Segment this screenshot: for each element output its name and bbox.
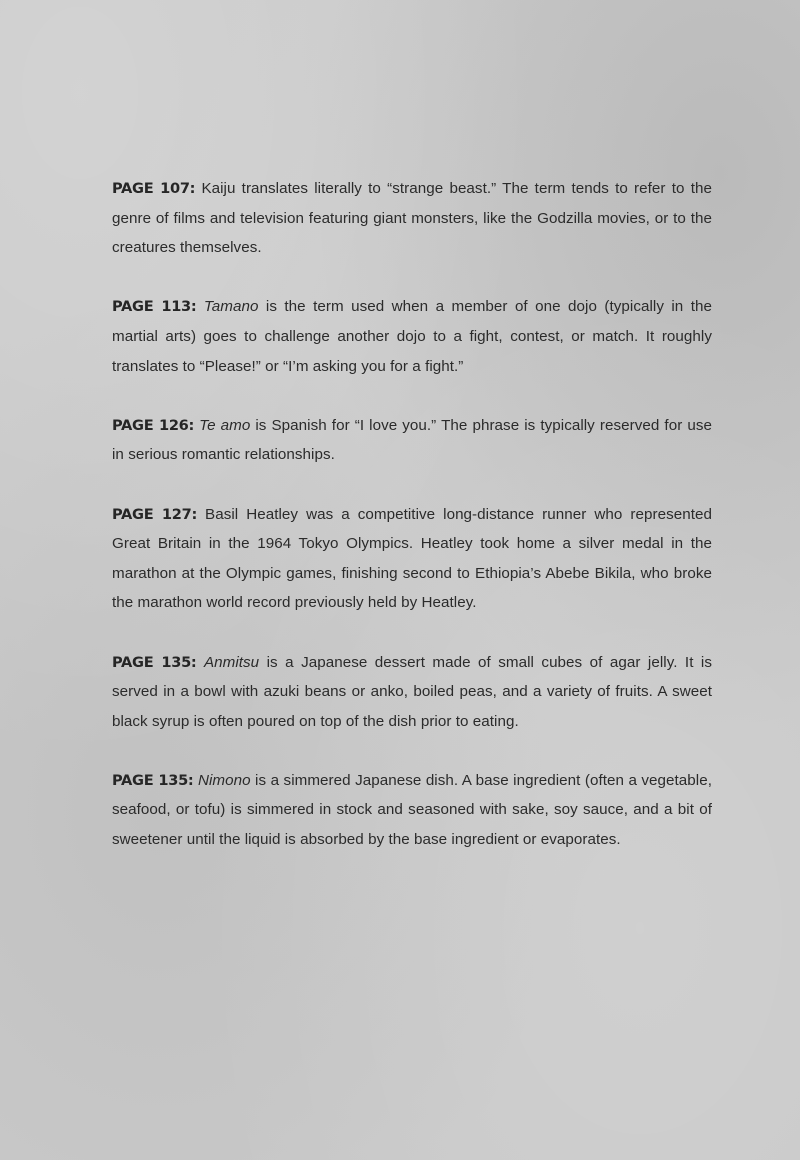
note-page-135-nimono: [112, 766, 712, 855]
note-term: Anmitsu: [203, 653, 260, 671]
note-label: PAGE 135:: [112, 771, 194, 789]
note-label: PAGE 127:: [112, 505, 198, 523]
note-text: is a Japanese dessert made of small cubes of agar jelly. It is served in a bowl with azuki beans or anko, boiled peas, and a variety of fruits. A sweet black syrup is often poured on top of the dish prior to eating.: [112, 653, 712, 730]
note-page-113: [112, 292, 712, 381]
note-page-135-anmitsu: [112, 648, 712, 737]
note-text: is a simmered Japanese dish. A base ingredient (often a vegetable, seafood, or tofu) is simmered in stock and seasoned with sake, soy sauce, and a bit of sweetener until the liquid is absorbed by the base ingredient or evaporates.: [112, 771, 712, 849]
note-term: Tamano: [203, 298, 259, 316]
note-page-127: [112, 500, 712, 618]
note-label: PAGE 113:: [112, 298, 197, 316]
note-page-126: [112, 411, 712, 470]
notes-list: [112, 174, 712, 884]
note-term: Te amo: [199, 416, 251, 434]
note-text: is Spanish for “I love you.” The phrase is typically reserved for use in serious romantic relationships.: [112, 416, 712, 464]
note-term: Nimono: [197, 771, 251, 789]
note-label: PAGE 135:: [112, 653, 197, 671]
note-text: is the term used when a member of one dojo (typically in the martial arts) goes to challenge another dojo to a fight, contest, or match. It roughly translates to “Please!” or “I’m asking you for a fight.”: [112, 298, 712, 375]
note-page-107: [112, 174, 712, 263]
note-text: Kaiju translates literally to “strange beast.” The term tends to refer to the genre of films and television featuring giant monsters, like the Godzilla movies, or to the creatures themselves.: [112, 180, 712, 257]
note-text: Basil Heatley was a competitive long-distance runner who represented Great Britain in the 1964 Tokyo Olympics. Heatley took home a silver medal in the marathon at the Olympic games, finishing second to Ethiopia’s Abebe Bikila, who broke the marathon world record previously held by Heatley.: [112, 505, 712, 612]
note-label: PAGE 126:: [112, 416, 195, 434]
note-label: PAGE 107:: [112, 180, 196, 197]
